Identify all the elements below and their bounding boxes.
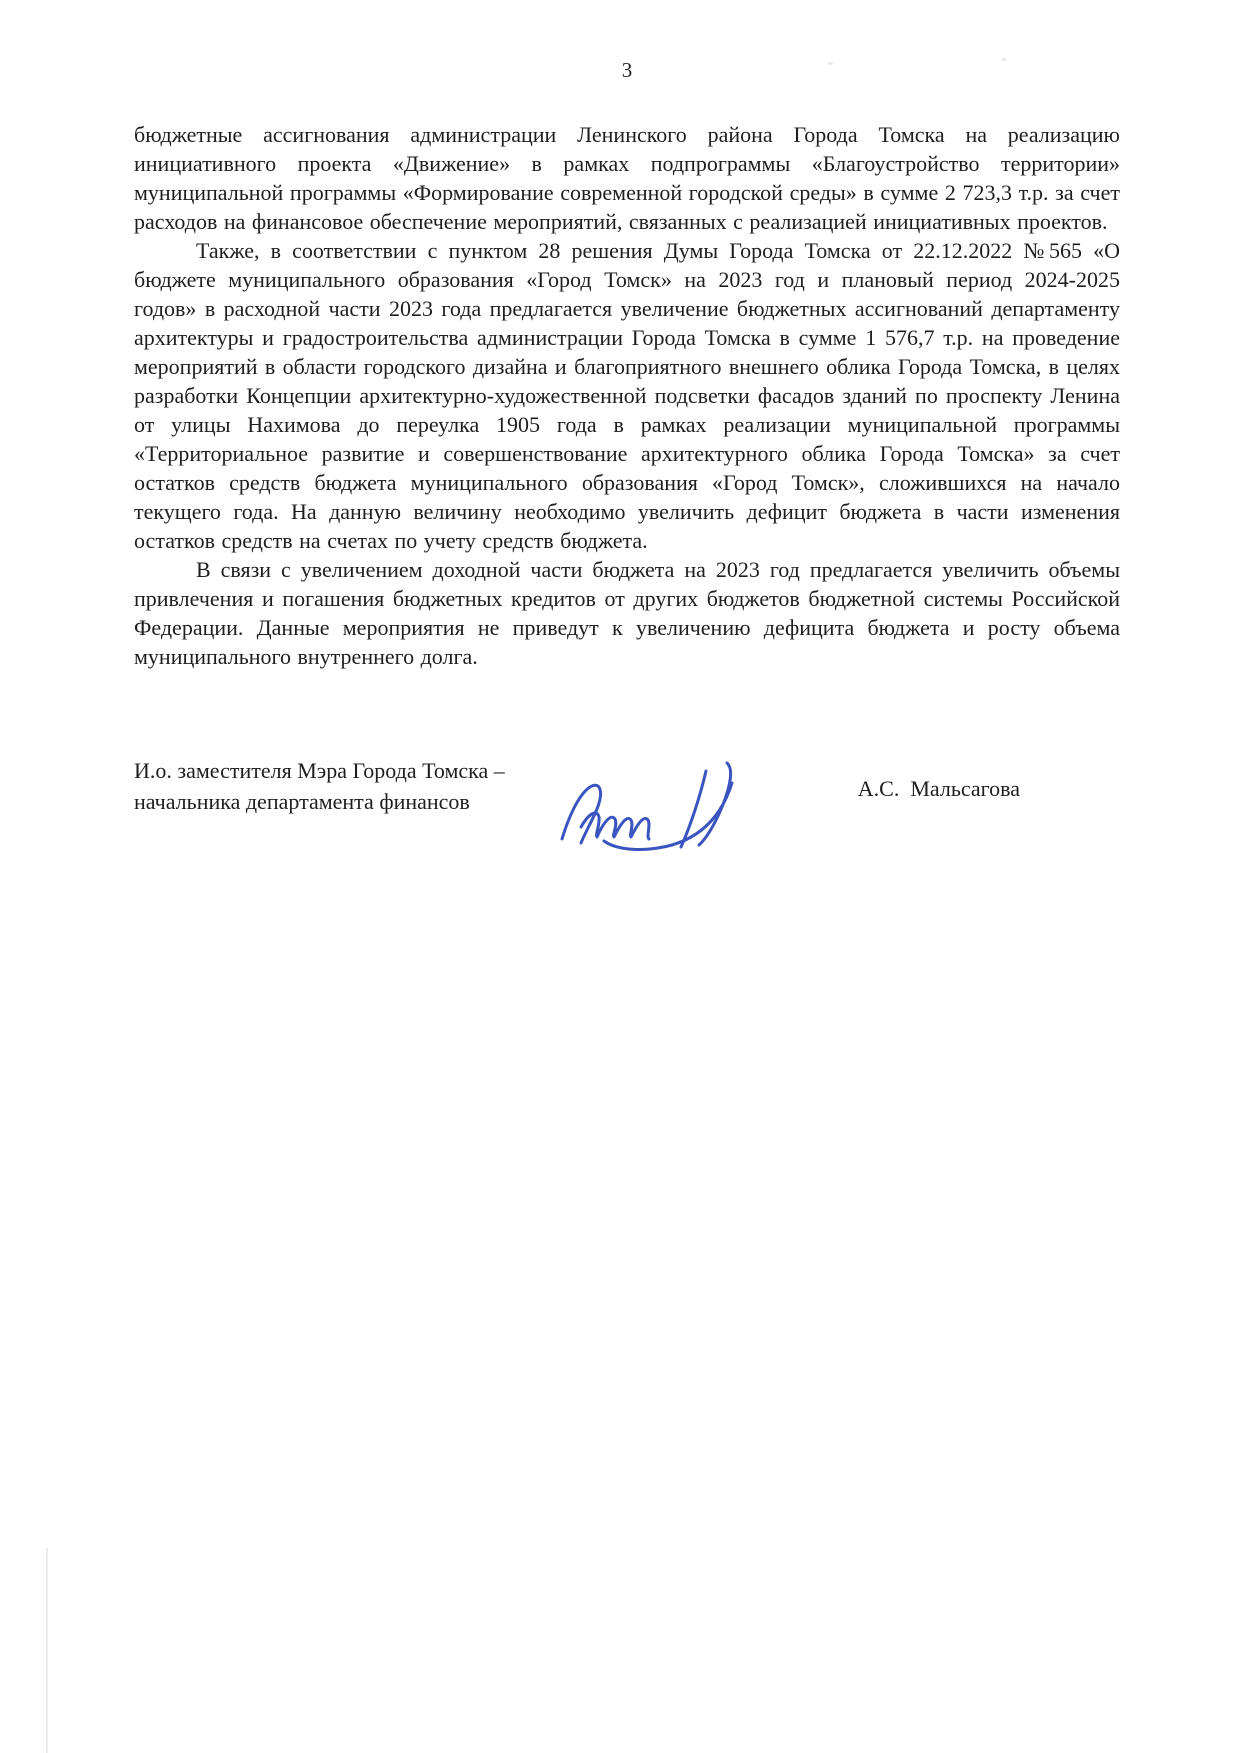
scan-artifact bbox=[1002, 58, 1006, 61]
page-number: 3 bbox=[621, 58, 633, 82]
signature-block bbox=[134, 755, 1120, 817]
body-paragraph: бюджетные ассигнования администрации Ленинского района Города Томска на реализацию инициативного проекта «Движение» в рамках подпрограммы «Благоустройство территории» муниципальной программы «Формирование современной городской среды» в сумме 2 723,3 т.р. за счет расходов на финансовое обеспечение мероприятий, связанных с реализацией инициативных проектов. bbox=[134, 122, 1120, 234]
signatory-name: А.С. Мальсагова bbox=[857, 776, 1020, 801]
signatory-title-line1: И.о. заместителя Мэра Города Томска – bbox=[134, 758, 505, 783]
body-paragraph: Также, в соответствии с пунктом 28 решения Думы Города Томска от 22.12.2022 №565 «О бюджете муниципального образования «Город Томск» на 2023 год и плановый период 2024-2025 годов» в расходной части 2023 года предлагается увеличение бюджетных ассигнований департаменту архитектуры и градостроительства администрации Города Томска в сумме 1 576,7 т.р. на проведение мероприятий в области городского дизайна и благоприятного внешнего облика Города Томска, в целях разработки Концепции архитектурно-художественной подсветки фасадов зданий по проспекту Ленина от улицы Нахимова до переулка 1905 года в рамках реализации муниципальной программы «Территориальное развитие и совершенствование архитектурного облика Города Томска» за счет остатков средств бюджета муниципального образования «Город Томск», сложившихся на начало текущего года. На данную величину необходимо увеличить дефицит бюджета в части изменения остатков средств на счетах по учету средств бюджета. bbox=[134, 238, 1120, 553]
scan-artifact bbox=[828, 62, 833, 65]
signature-stroke-flourish bbox=[604, 763, 732, 850]
body-paragraph: В связи с увеличением доходной части бюджета на 2023 год предлагается увеличить объемы привлечения и погашения бюджетных кредитов от других бюджетов бюджетной системы Российской Федерации. Данные мероприятия не приведут к увеличению дефицита бюджета и росту объема муниципального внутреннего долга. bbox=[134, 557, 1120, 669]
document-body bbox=[134, 120, 1120, 671]
signatory-title-line2: начальника департамента финансов bbox=[134, 789, 470, 814]
scan-artifact bbox=[46, 1548, 48, 1753]
signatory-title bbox=[134, 755, 614, 817]
